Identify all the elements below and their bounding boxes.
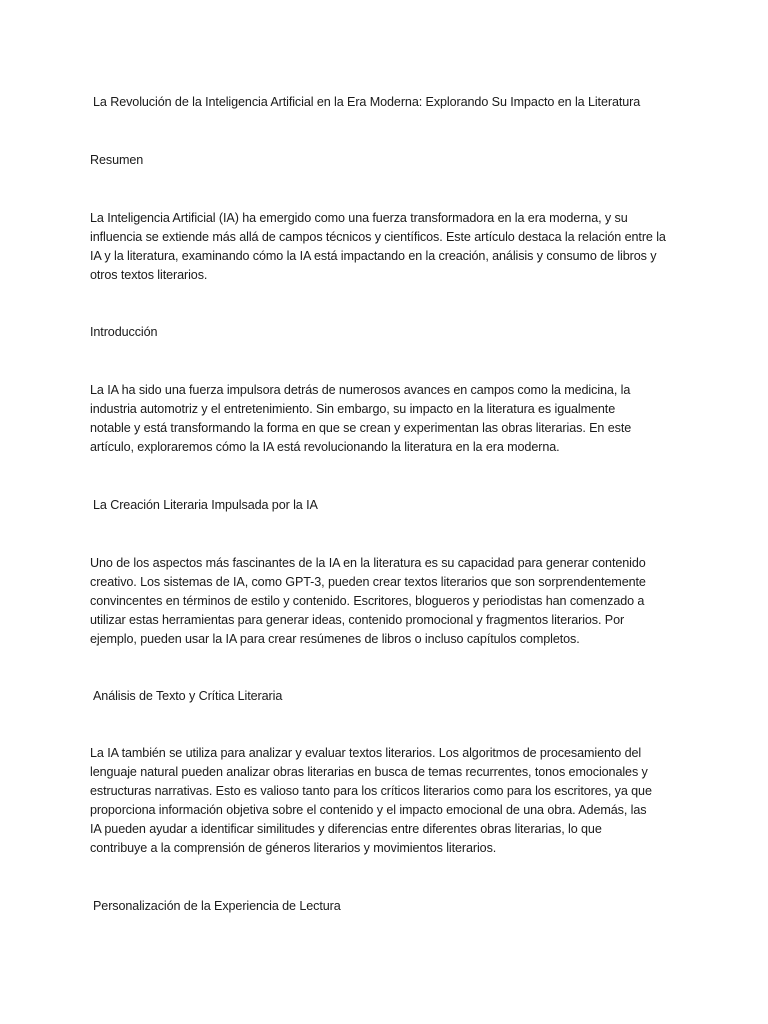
paragraph-line: lenguaje natural pueden analizar obras literarias en busca de temas recurrentes, tonos emocionales y — [90, 765, 648, 779]
section-heading-personalizacion: Personalización de la Experiencia de Lectura — [93, 899, 341, 913]
paragraph-line: creativo. Los sistemas de IA, como GPT-3, pueden crear textos literarios que son sorprendentemente — [90, 575, 646, 589]
paragraph-line: La IA ha sido una fuerza impulsora detrás de numerosos avances en campos como la medicina, la — [90, 383, 631, 397]
paragraph-line: La IA también se utiliza para analizar y evaluar textos literarios. Los algoritmos de procesamiento del — [90, 746, 642, 760]
paragraph-line: estructuras narrativas. Esto es valioso tanto para los críticos literarios como para los escritores, ya que — [90, 784, 652, 798]
paragraph-line: IA y la literatura, examinando cómo la IA está impactando en la creación, análisis y consumo de libros y — [90, 249, 657, 263]
introduction-paragraph — [90, 381, 690, 457]
section-heading-analisis-texto: Análisis de Texto y Crítica Literaria — [93, 689, 283, 703]
paragraph-line: La Inteligencia Artificial (IA) ha emergido como una fuerza transformadora en la era moderna, y su — [90, 211, 628, 225]
analysis-paragraph — [90, 744, 690, 858]
paragraph-line: artículo, exploraremos cómo la IA está revolucionando la literatura en la era moderna. — [90, 440, 560, 454]
paragraph-line: IA pueden ayudar a identificar similitudes y diferencias entre diferentes obras literarias, lo que — [90, 822, 602, 836]
section-heading-creacion-literaria: La Creación Literaria Impulsada por la IA — [93, 498, 318, 512]
paragraph-line: contribuye a la comprensión de géneros literarios y movimientos literarios. — [90, 841, 497, 855]
creation-paragraph — [90, 554, 690, 649]
section-heading-introduccion: Introducción — [90, 325, 158, 339]
paragraph-line: Uno de los aspectos más fascinantes de la IA en la literatura es su capacidad para generar contenido — [90, 556, 646, 570]
paragraph-line: ejemplo, pueden usar la IA para crear resúmenes de libros o incluso capítulos completos. — [90, 632, 580, 646]
section-heading-resumen: Resumen — [90, 153, 144, 167]
paragraph-line: utilizar estas herramientas para generar ideas, contenido promocional y fragmentos literarios. Por — [90, 613, 625, 627]
paragraph-line: influencia se extiende más allá de campos técnicos y científicos. Este artículo destaca la relación entre la — [90, 230, 666, 244]
paragraph-line: notable y está transformando la forma en que se crean y experimentan las obras literarias. En este — [90, 421, 632, 435]
paragraph-line: otros textos literarios. — [90, 268, 208, 282]
document-title: La Revolución de la Inteligencia Artificial en la Era Moderna: Explorando Su Impacto en la Literatura — [93, 95, 641, 109]
abstract-paragraph — [90, 209, 690, 285]
paragraph-line: proporciona información objetiva sobre el contenido y el impacto emocional de una obra. Además, las — [90, 803, 647, 817]
paragraph-line: industria automotriz y el entretenimiento. Sin embargo, su impacto en la literatura es igualmente — [90, 402, 616, 416]
paragraph-line: convincentes en términos de estilo y contenido. Escritores, blogueros y periodistas han comenzado a — [90, 594, 645, 608]
